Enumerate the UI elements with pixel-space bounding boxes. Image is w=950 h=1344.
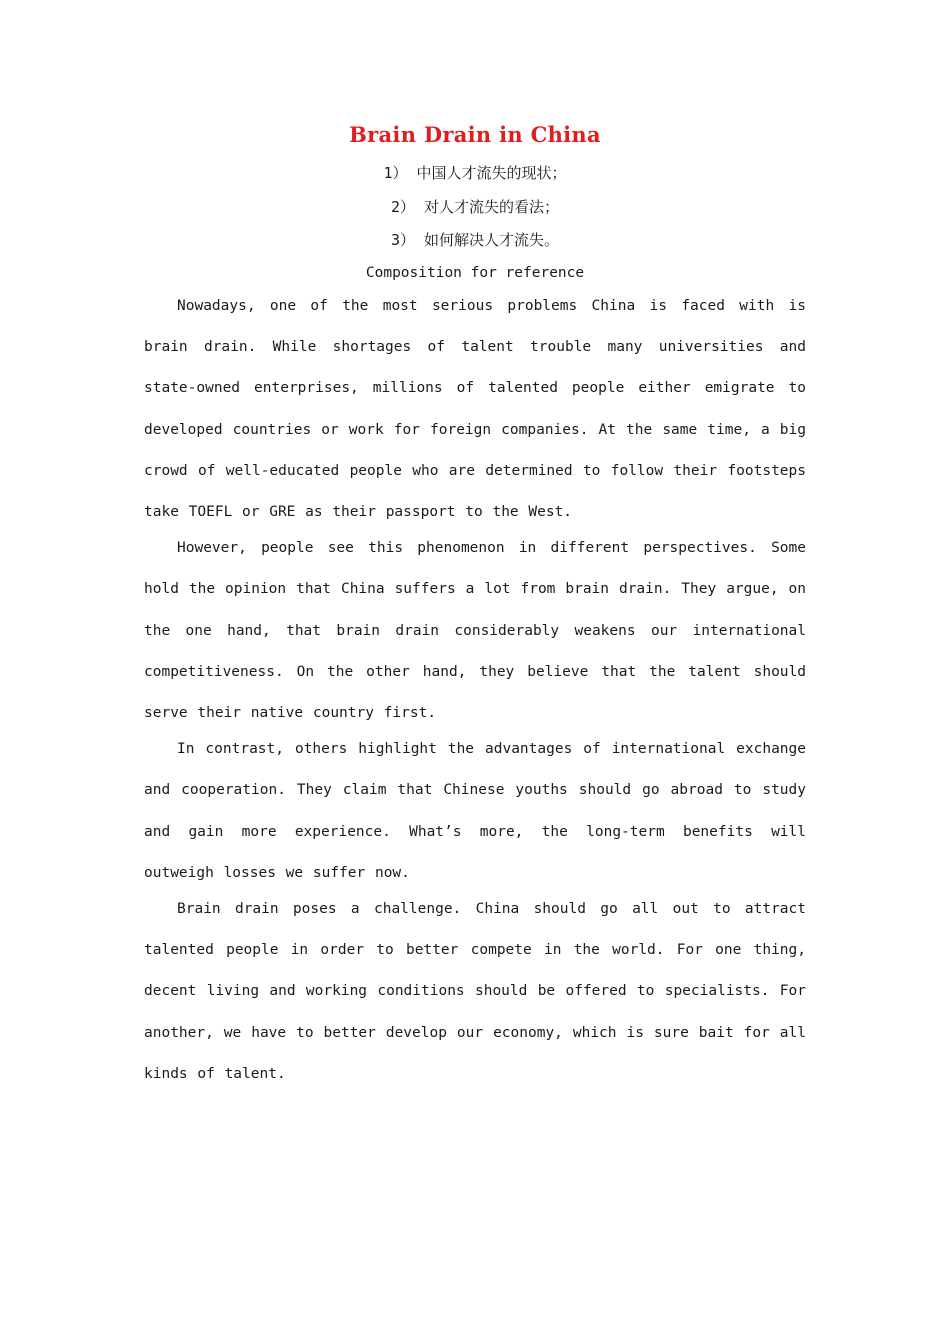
- paragraph-1: Nowadays, one of the most serious problems China is faced with is brain drain. While shortages of talent trouble many universities and state-owned enterprises, millions of talented people either emigrate to developed countries or work for foreign companies. At the same time, a big crowd of well-educated people who are determined to follow their footsteps take TOEFL or GRE as their passport to the West.: [144, 298, 806, 521]
- essay-body: [144, 286, 806, 1090]
- document-title: Brain Drain in China: [349, 122, 601, 147]
- outline-item-2: 2） 对人才流失的看法；: [390, 198, 560, 216]
- paragraph-3: In contrast, others highlight the advantages of international exchange and cooperation. They claim that Chinese youths should go abroad to study and gain more experience. What’s more, the long-term benefits will outweigh losses we suffer now.: [144, 741, 806, 881]
- paragraph-4: Brain drain poses a challenge. China should go all out to attract talented people in order to better compete in the world. For one thing, decent living and working conditions should be offered to specialists. For another, we have to better develop our economy, which is sure bait for all kinds of talent.: [144, 901, 806, 1082]
- outline-item-3: 3） 如何解决人才流失。: [390, 231, 560, 249]
- paragraph-2: However, people see this phenomenon in different perspectives. Some hold the opinion that China suffers a lot from brain drain. They argue, on the one hand, that brain drain considerably weakens our international competitiveness. On the other hand, they believe that the talent should serve their native country first.: [144, 540, 806, 722]
- outline-item-1: 1） 中国人才流失的现状；: [383, 164, 567, 182]
- composition-subtitle: Composition for reference: [365, 265, 585, 281]
